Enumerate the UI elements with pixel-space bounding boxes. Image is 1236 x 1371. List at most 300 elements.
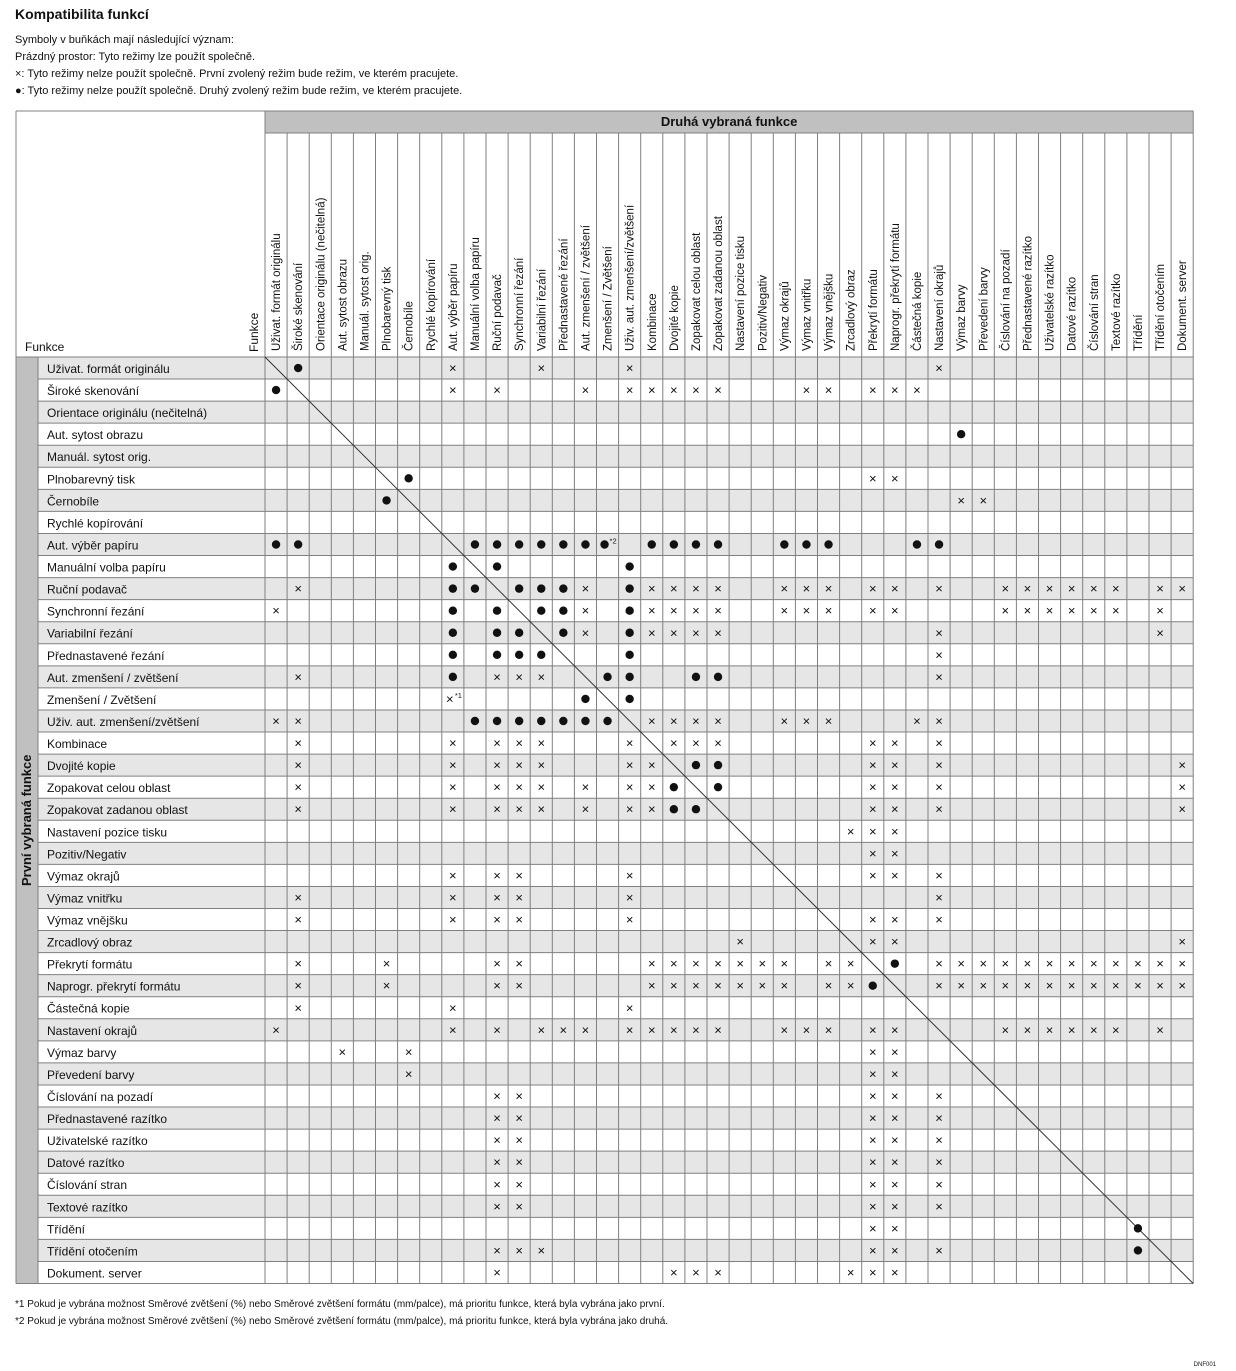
cell-cross: × [625,360,634,376]
cell-cross: × [647,956,656,972]
cell-cross: × [868,1088,877,1104]
cell-cross: × [868,801,877,817]
cell-cross: × [1001,603,1010,619]
cell-dot [493,562,501,570]
cell-cross: × [515,1088,523,1104]
column-label: Orientace originálu (nečitelná) [315,197,328,351]
cell-dot [382,496,390,504]
cell-cross: × [1156,956,1164,972]
cell-cross: × [846,978,855,994]
cell-cross: × [537,1022,546,1038]
column-label: Dvojité kopie [668,285,681,351]
cell-cross: × [493,912,501,928]
cell-cross: × [1089,603,1098,619]
column-label: Zrcadlový obraz [845,269,858,351]
column-label: Uživat. formát originálu [271,233,284,351]
cell-cross: × [515,956,523,972]
cell-dot [581,695,589,703]
cell-cross: × [1134,978,1142,994]
column-label: Třídění otočením [1155,264,1168,351]
column-label: Datové razítko [1066,276,1079,351]
cell-cross: × [493,867,501,883]
cell-dot [1134,1224,1142,1232]
cell-cross: × [294,889,302,905]
cell-dot [272,540,280,548]
cell-cross: × [692,1022,700,1038]
row-label: Synchronní řezání [47,604,145,619]
cell-cross: × [493,889,501,905]
cell-cross: × [294,669,302,685]
row-label: Zmenšení / Zvětšení [47,692,157,707]
cell-cross: × [449,779,457,795]
cell-cross: × [670,956,678,972]
cell-dot [559,717,567,725]
cell-cross: × [294,779,302,795]
cell-cross: × [935,1154,943,1170]
cell-cross: × [1067,603,1076,619]
cell-cross: × [581,382,590,398]
row-label: Číslování na pozadí [47,1089,154,1104]
cell-dot [600,540,608,548]
row-label: Uživatelské razítko [47,1134,148,1149]
column-label: Zmenšení / Zvětšení [602,246,615,351]
cell-cross: × [537,779,546,795]
cell-cross: × [979,492,988,508]
cell-cross: × [979,956,988,972]
row-label: Textové razítko [47,1200,128,1215]
column-label: Černobíle [403,301,416,351]
cell-cross: × [957,492,965,508]
cell-cross: × [913,382,921,398]
cell-cross: × [891,779,899,795]
cell-cross: × [891,912,899,928]
column-label: Rychlé kopírování [425,258,438,351]
cell-cross: × [493,757,501,773]
row-stripe [38,357,1193,379]
column-label: Kombinace [646,293,659,351]
legend-line: ●: Tyto režimy nelze použít společně. Druhý zvolený režim bude režim, ve kterém pracujete. [15,85,463,97]
cell-cross: × [1112,956,1120,972]
cell-cross: × [382,978,391,994]
cell-cross: × [449,801,457,817]
cell-cross: × [935,1242,943,1258]
cell-cross: × [891,1066,899,1082]
cell-cross: × [625,889,634,905]
cell-cross: × [1023,581,1032,597]
cell-cross: × [647,1022,656,1038]
row-stripe [38,578,1193,600]
cell-cross: × [1045,956,1054,972]
legend-line: ×: Tyto režimy nelze použít společně. První zvolený režim bude režim, ve kterém pracujete. [15,68,459,80]
cell-cross: × [1156,603,1164,619]
cell-cross: × [891,867,899,883]
cell-dot [471,584,479,592]
column-label: Přednastavené řezání [558,238,571,351]
row-label: Uživat. formát originálu [47,362,170,376]
cell-dot [515,540,523,548]
cell-cross: × [913,713,921,729]
cell-cross: × [891,1110,899,1126]
cell-cross: × [891,1198,899,1214]
cell-cross: × [493,735,501,751]
row-stripe [38,886,1193,908]
cell-cross: × [692,956,700,972]
cell-dot [935,540,943,548]
cell-cross: × [515,779,523,795]
cell-dot [714,761,722,769]
cell-cross: × [714,1264,722,1280]
cell-dot [625,695,633,703]
cell-cross: × [780,956,789,972]
cell-dot [692,805,700,813]
cell-cross: × [625,1022,634,1038]
cell-dot [714,540,722,548]
row-stripe [38,931,1193,953]
cell-cross: × [272,603,280,619]
footnote: *2 Pokud je vybrána možnost Směrové zvětšení (%) nebo Směrové zvětšení formátu (mm/palce), má prioritu funkce, která byla vybrána jako druhá. [15,1316,669,1327]
cell-cross: × [493,1110,501,1126]
cell-cross: × [515,1132,523,1148]
cell-dot [957,430,965,438]
cell-cross: × [493,1198,501,1214]
row-label: Třídění otočením [47,1244,138,1259]
cell-cross: × [670,581,678,597]
cell-cross: × [935,1088,943,1104]
row-stripe [38,622,1193,644]
cell-cross: × [670,625,678,641]
column-label: Překrytí formátu [867,269,880,351]
cell-cross: × [891,1242,899,1258]
column-label: Přednastavené razítko [1022,235,1035,351]
cell-cross: × [1156,1022,1164,1038]
row-label: Přednastavené řezání [47,648,165,663]
cell-cross: × [957,978,965,994]
column-label: Výmaz vnitřku [801,278,814,351]
cell-cross: × [670,713,678,729]
cell-cross: × [1156,978,1164,994]
cell-cross: × [1001,978,1010,994]
cell-cross: × [758,956,767,972]
cell-cross: × [868,581,877,597]
corner-label-vertical: Funkce [247,312,261,352]
cell-cross: × [868,1220,877,1236]
column-label: Pozitiv/Negativ [757,274,770,351]
cell-cross: × [891,1154,899,1170]
row-stripe [38,445,1193,467]
cell-cross: × [935,1132,943,1148]
cell-cross: × [446,691,454,707]
cell-dot [714,783,722,791]
cell-cross: × [581,625,590,641]
cell-cross: × [802,713,811,729]
row-label: Široké skenování [47,384,140,399]
cell-cross: × [868,1264,877,1280]
cell-cross: × [449,757,457,773]
cell-cross: × [891,1132,899,1148]
cell-cross: × [780,1022,789,1038]
row-label: Výmaz barvy [47,1045,117,1060]
cell-dot [625,584,633,592]
cell-cross: × [1045,603,1054,619]
cell-cross: × [294,1000,302,1016]
cell-dot [294,540,302,548]
column-label: Synchronní řezání [514,257,527,351]
cell-cross: × [625,757,634,773]
row-label: Ruční podavač [47,582,128,597]
cell-dot [515,584,523,592]
cell-dot [625,562,633,570]
cell-cross: × [802,1022,811,1038]
cell-dot [449,673,457,681]
row-label: Částečná kopie [47,1001,130,1016]
row-stripe [38,1195,1193,1217]
cell-cross: × [868,382,877,398]
cell-dot [449,606,457,614]
cell-cross: × [1112,581,1120,597]
cell-cross: × [868,1198,877,1214]
cell-cross: × [1178,934,1186,950]
cell-dot [780,540,788,548]
cell-cross: × [670,1022,678,1038]
cell-cross: × [493,956,501,972]
cell-cross: × [935,1198,943,1214]
cell-cross: × [670,603,678,619]
cell-cross: × [979,978,988,994]
cell-cross: × [670,978,678,994]
column-label: Převedení barvy [978,267,991,351]
cell-dot [559,584,567,592]
row-label: Zrcadlový obraz [47,935,133,950]
cell-cross: × [935,978,943,994]
cell-dot [581,717,589,725]
cell-dot [493,629,501,637]
row-label: Uživ. aut. zmenšení/zvětšení [47,714,200,729]
cell-dot [603,717,611,725]
cell-cross: × [294,801,302,817]
cell-cross: × [802,581,811,597]
cell-dot [493,606,501,614]
cell-cross: × [449,867,457,883]
cell-cross: × [1023,603,1032,619]
cell-dot [537,717,545,725]
row-stripe [38,666,1193,688]
cell-cross: × [515,867,523,883]
cell-cross: × [449,735,457,751]
cell-cross: × [891,1220,899,1236]
row-label: Číslování stran [47,1178,128,1193]
cell-dot [294,364,302,372]
cell-cross: × [1023,978,1032,994]
cell-cross: × [891,382,899,398]
cell-dot [493,540,501,548]
cell-cross: × [647,779,656,795]
column-label: Výmaz barvy [956,284,969,351]
cell-cross: × [1178,801,1186,817]
cell-cross: × [581,1022,590,1038]
cell-cross: × [868,1242,877,1258]
cell-dot [493,651,501,659]
cell-cross: × [670,735,678,751]
cell-cross: × [294,757,302,773]
cell-cross: × [935,713,943,729]
cell-dot [869,982,877,990]
cell-dot [515,651,523,659]
column-label: Aut. sytost obrazu [337,258,350,351]
header-second-title: Druhá vybraná funkce [660,114,798,129]
row-stripe [38,1151,1193,1173]
cell-cross: × [891,757,899,773]
cell-cross: × [1045,581,1054,597]
cell-cross: × [1178,779,1186,795]
cell-cross: × [515,889,523,905]
row-label: Dokument. server [47,1266,142,1281]
column-label: Dokument. server [1177,260,1190,351]
cell-cross: × [868,779,877,795]
column-label: Textové razítko [1110,273,1123,351]
row-stripe [38,842,1193,864]
cell-cross: × [714,1022,722,1038]
cell-dot [559,629,567,637]
cell-cross: × [935,625,943,641]
cell-cross: × [868,470,877,486]
row-label: Manuál. sytost orig. [47,450,152,465]
cell-dot [449,629,457,637]
cell-cross: × [625,867,634,883]
cell-dot [515,717,523,725]
row-label: Kombinace [47,737,108,752]
cell-cross: × [868,1022,877,1038]
cell-cross: × [692,581,700,597]
column-label: Aut. zmenšení / zvětšení [580,225,593,351]
cell-cross: × [935,581,943,597]
cell-cross: × [891,581,899,597]
cell-cross: × [515,735,523,751]
cell-cross: × [714,625,722,641]
column-label: Uživ. aut. zmenšení/zvětšení [624,204,637,351]
cell-cross: × [1112,603,1120,619]
column-label: Plnobarevný tisk [381,266,394,351]
cell-cross: × [1112,1022,1120,1038]
cell-cross: × [647,581,656,597]
column-label: Číslování stran [1088,274,1101,351]
cell-cross: × [515,1154,523,1170]
cell-dot [581,540,589,548]
row-label: Dvojité kopie [47,759,116,774]
cell-cross: × [846,956,855,972]
cell-cross: × [294,978,302,994]
cell-cross: × [449,912,457,928]
cell-cross: × [404,1066,413,1082]
cell-cross: × [802,603,811,619]
cell-cross: × [670,382,678,398]
cell-dot [449,651,457,659]
cell-cross: × [1178,956,1186,972]
cell-cross: × [824,581,833,597]
cell-cross: × [868,1066,877,1082]
column-label: Široké skenování [293,262,306,351]
cell-cross: × [404,1044,413,1060]
cell-dot [471,717,479,725]
row-label: Variabilní řezání [47,626,133,641]
row-label: Nastavení pozice tisku [47,825,168,840]
cell-cross: × [515,757,523,773]
row-label: Překrytí formátu [47,957,133,972]
cell-cross: × [1178,757,1186,773]
cell-cross: × [1001,1022,1010,1038]
column-label: Naprogr. překrytí formátu [889,223,902,351]
row-label: Černobíle [47,494,100,509]
cell-cross: × [1178,978,1186,994]
row-label: Převedení barvy [47,1067,135,1082]
row-label: Výmaz vnějšku [47,913,128,928]
cell-cross: × [272,1022,280,1038]
cell-cross: × [537,1242,546,1258]
cell-dot [537,651,545,659]
cell-cross: × [935,912,943,928]
cell-cross: × [868,757,877,773]
cell-cross: × [714,735,722,751]
row-label: Zopakovat zadanou oblast [47,803,188,818]
cell-cross: × [868,603,877,619]
cell-dot [670,783,678,791]
cell-cross: × [935,360,943,376]
cell-dot [824,540,832,548]
cell-cross: × [449,1000,457,1016]
cell-cross: × [294,912,302,928]
cell-cross: × [868,1154,877,1170]
cell-cross: × [891,823,899,839]
row-label: Pozitiv/Negativ [47,847,127,862]
cell-cross: × [780,581,789,597]
footnote: *1 Pokud je vybrána možnost Směrové zvětšení (%) nebo Směrové zvětšení formátu (mm/palce), má prioritu funkce, která byla vybrána jako první. [15,1299,665,1310]
row-label: Výmaz vnitřku [47,891,123,906]
cell-dot [913,540,921,548]
column-label: Výmaz okrajů [779,281,792,351]
cell-cross: × [780,978,789,994]
column-label: Manuál. sytost orig. [359,251,372,351]
cell-dot [559,540,567,548]
cell-cross: × [935,867,943,883]
cell-cross: × [891,1088,899,1104]
cell-cross: × [692,735,700,751]
cell-cross: × [714,978,722,994]
cell-cross: × [294,713,302,729]
cell-cross: × [802,382,811,398]
cell-cross: × [581,581,590,597]
cell-cross: × [824,603,833,619]
cell-cross: × [647,625,656,641]
cell-cross: × [1001,581,1010,597]
cell-cross: × [1045,978,1054,994]
cell-cross: × [449,1022,457,1038]
cell-dot [537,584,545,592]
cell-cross: × [493,1264,501,1280]
cell-dot [625,673,633,681]
column-label: Nastavení pozice tisku [735,235,748,351]
cell-cross: × [824,956,833,972]
column-label: Zopakovat zadanou oblast [713,216,726,351]
legend-line: Symboly v buňkách mají následující význam: [15,34,234,46]
cell-cross: × [868,867,877,883]
cell-cross: × [338,1044,347,1060]
cell-dot [537,606,545,614]
cell-cross: × [692,978,700,994]
cell-cross: × [868,1110,877,1126]
cell-cross: × [1134,956,1142,972]
cell-cross: × [692,382,700,398]
cell-dot [449,584,457,592]
cell-cross: × [1067,978,1076,994]
